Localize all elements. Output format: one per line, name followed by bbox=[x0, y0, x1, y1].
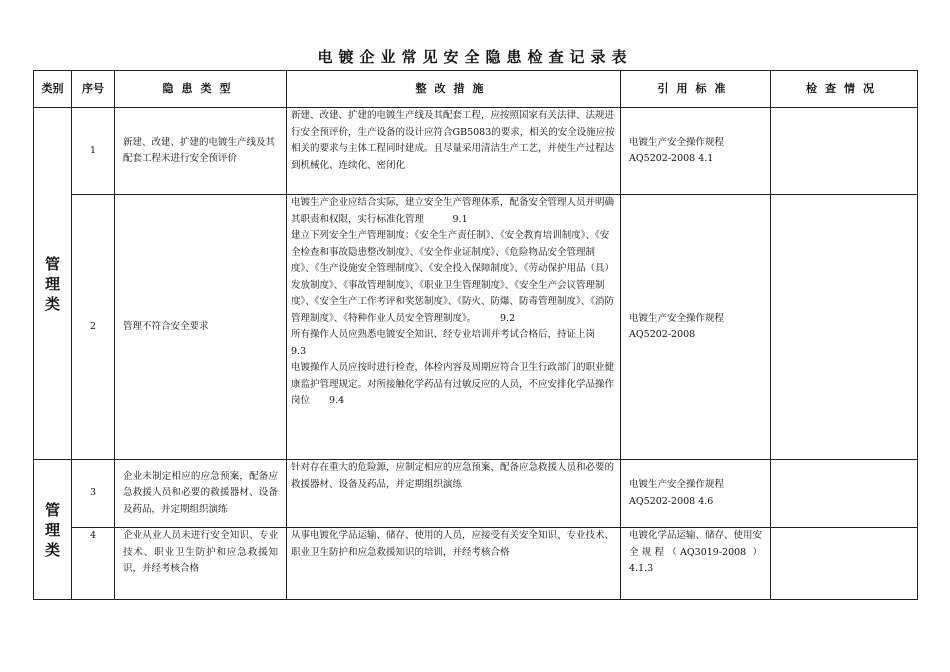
hazard-cell: 企业从业人员未进行安全知识、专业技术、职业卫生防护和应急救援知识，并经考核合格 bbox=[115, 528, 287, 600]
check-cell[interactable] bbox=[771, 528, 918, 600]
hazard-cell: 新建、改建、扩建的电镀生产线及其配套工程未进行安全预评价 bbox=[115, 108, 287, 195]
measure-line: 电镀生产企业应结合实际，建立安全生产管理体系，配备安全管理人员并明确其职责和权限，实行标准化管理 9.1 bbox=[291, 197, 615, 225]
measure-line: 所有操作人员应熟悉电镀安全知识、经专业培训并考试合格后，持证上岗 9.3 bbox=[291, 329, 624, 357]
category-cell: 管 理 类 bbox=[34, 108, 72, 460]
header-check: 检查情况 bbox=[771, 71, 918, 108]
hazard-cell: 企业未制定相应的应急预案，配备应急救援人员和必要的救援器材、设备及药品，并定期组织演练 bbox=[115, 460, 287, 528]
standard-cell: 电镀生产安全操作规程 AQ5202-2008 bbox=[621, 195, 771, 460]
page-title: 电镀企业常见安全隐患检查记录表 bbox=[317, 48, 633, 66]
header-category: 类别 bbox=[34, 71, 72, 108]
standard-cell: 电镀生产安全操作规程 AQ5202-2008 4.1 bbox=[621, 108, 771, 195]
measure-cell: 从事电镀化学品运输、储存、使用的人员，应接受有关安全知识、专业技术、职业卫生防护和应急救援知识的培训，并经考核合格 bbox=[287, 528, 621, 600]
measure-line: 建立下列安全生产管理制度：《安全生产责任制》、《安全教育培训制度》、《安全检查和事故隐患整改制度》、《安全作业证制度》、《危险物品安全管理制度》、《生产设施安全管理制度》、《安全投入保障制度》、《劳动保护用品（具）发放制度》、《事故管理制度》、《职业卫生管理制度》、《安全生产会议管理制度》、《安全生产工作考评和奖惩制度》、《防火、防爆、防毒管理制度》、《消防管理制度》、《特种作业人员安全管理制度》。 9.2 bbox=[291, 230, 615, 324]
standard-cell: 电镀化学品运输、储存、使用安全规程（AQ3019-2008 ）4.1.3 bbox=[621, 528, 771, 600]
seq-cell: 2 bbox=[72, 195, 115, 460]
header-seq: 序号 bbox=[72, 71, 115, 108]
inspection-table bbox=[33, 70, 918, 600]
standard-cell: 电镀生产安全操作规程 AQ5202-2008 4.6 bbox=[621, 460, 771, 528]
table-row bbox=[34, 528, 918, 600]
measure-cell: 针对存在重大的危险源，应制定相应的应急预案，配备应急救援人员和必要的救援器材、设备及药品，并定期组织演练 bbox=[287, 460, 621, 528]
measure-cell bbox=[287, 195, 624, 460]
seq-cell: 4 bbox=[72, 528, 115, 600]
header-measure: 整改措施 bbox=[287, 71, 621, 108]
table-row bbox=[34, 108, 918, 195]
table-row bbox=[34, 460, 918, 528]
check-cell[interactable] bbox=[771, 195, 918, 460]
hazard-cell: 管理不符合安全要求 bbox=[115, 195, 287, 460]
seq-cell: 1 bbox=[72, 108, 115, 195]
header-standard: 引用标准 bbox=[621, 71, 771, 108]
check-cell[interactable] bbox=[771, 460, 918, 528]
category-cell: 管 理 类 bbox=[34, 460, 72, 600]
header-row bbox=[34, 71, 918, 108]
measure-cell: 新建、改建、扩建的电镀生产线及其配套工程，应按照国家有关法律、法规进行安全预评价，生产设备的设计应符合GB5083的要求，相关的安全设施应按相关的要求与主体工程同时建成。且尽量采用清洁生产工艺，并使生产过程达到机械化、连续化、密闭化 bbox=[287, 108, 621, 195]
measure-line: 电镀操作人员应按时进行检查，体检内容及周期应符合卫生行政部门的职业健康监护管理规定。对所接触化学药品有过敏反应的人员，不应安排化学品操作岗位 9.4 bbox=[291, 362, 615, 406]
check-cell[interactable] bbox=[771, 108, 918, 195]
header-hazard: 隐患类型 bbox=[115, 71, 287, 108]
table-row bbox=[34, 195, 918, 460]
seq-cell: 3 bbox=[72, 460, 115, 528]
